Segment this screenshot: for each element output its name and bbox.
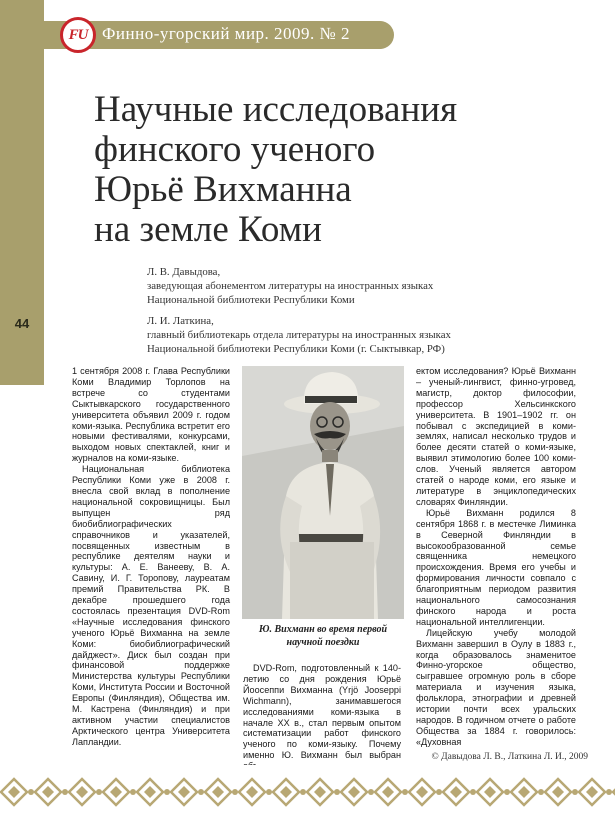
paragraph: Юрьё Вихманн родился 8 сентября 1868 г. в местечке Лиминка в Северной Финляндии в высокообразованной семье священника немецкого происхождения. Время его учебы и формирования личности совпало с благоприятным периодом развития национального самосознания финского народа и роста национальной интеллигенции.	[416, 507, 576, 627]
title-line: Научные исследования	[94, 89, 458, 130]
portrait-photo	[242, 366, 404, 619]
page-number: 44	[14, 316, 30, 331]
ornament-motif	[341, 779, 374, 805]
ornament-motif	[103, 779, 136, 805]
author-name: Л. И. Латкина,	[147, 315, 214, 327]
ornament-motif	[443, 779, 476, 805]
ornament-motif	[171, 779, 204, 805]
author-name: Л. В. Давыдова,	[147, 266, 221, 278]
ornament-motif	[477, 779, 510, 805]
ornament-motif	[137, 779, 170, 805]
journal-title: Финно-угорский мир. 2009. № 2	[102, 24, 351, 43]
ornament-motif	[35, 779, 68, 805]
ornament-motif	[307, 779, 340, 805]
copyright-notice: © Давыдова Л. В., Латкина Л. И., 2009	[431, 752, 588, 762]
title-line: на земле Коми	[94, 209, 322, 250]
fu-logo	[60, 17, 96, 53]
ornament-motif	[579, 779, 612, 805]
author-affiliation: Национальной библиотеки Республики Коми (г. Сыктывкар, РФ)	[147, 343, 445, 355]
author-position: главный библиотекарь отдела литературы на иностранных языках	[147, 329, 451, 341]
ornament-motif	[409, 779, 442, 805]
caption-line: Ю. Вихманн во время первой	[258, 624, 388, 635]
ornament-motif	[545, 779, 578, 805]
paragraph: Национальная библиотека Республики Коми уже в 2008 г. внесла свой вклад в пополнение национальной сокровищницы. Был выпущен ряд биобиблиографических справочников и указателей, посвященных известным в республике деятелям науки и культуры: А. Е. Ванееву, В. А. Савину, И. Г. Торопову, лауреатам премий Правительства РК. В декабре прошедшего года состоялась презентация DVD-Rom «Научные исследования финского ученого Юрьё Вихманна на земле Коми: биобиблиографический дайджест». Диск был создан при финансовой поддержке Министерства культуры Республики Коми, Института России и Восточной Европы (Финляндия), Общества им. М. Кастрена (Финляндия) и при активном участии специалистов Арктического центра Университета Лапландии.	[72, 464, 230, 747]
ornament-pattern	[0, 765, 615, 820]
ornament-motif	[1, 779, 34, 805]
author-position: заведующая абонементом литературы на иностранных языках	[147, 280, 434, 292]
fu-logo-text: FU	[68, 26, 88, 43]
ornament-motif	[205, 779, 238, 805]
ornament-motif	[69, 779, 102, 805]
paragraph: DVD-Rom, подготовленный к 140-летию со дня рождения Юрьё Йоосеппи Вихманна (Yrjö Jooseppi Wichmann), занимавшегося исследованиями коми-языка в начале XX в., стал первым опытом систематизации работ финского ученого по коми-языку. Почему именно Ю. Вихманн был выбран	[243, 663, 401, 761]
text-column-left	[72, 366, 230, 748]
paragraph: Лицейскую учебу молодой Вихманн завершил в Оулу в 1883 г., когда образовалось знаменитое Финно-угорское общество, сыгравшее огромную роль в сборе материала и изучения языка, фольклора, этнографии и древней истории почти всех уральских народов. В годичном отчете о работе Общества за 1884 г. говорилось: «Духовная	[416, 627, 576, 747]
text-column-right	[416, 366, 576, 748]
author-affiliation: Национальной библиотеки Республики Коми	[147, 294, 355, 306]
caption-line: научной поездки	[286, 637, 360, 648]
ornament-motif	[511, 779, 544, 805]
paragraph: ектом исследования? Юрьё Вихманн – ученый-лингвист, финно-угровед, магистр, доктор философии, профессор Хельсинкского университета. В 1901–1902 гг. он побывал с экспедицией в коми-землях, написал несколько трудов и более десяти статей о коми-языке, выявил этимологию более 100 коми-слов. Ученый является автором статей о народе коми, его языке и литературе в энциклопедических словарях Финляндии.	[416, 366, 576, 507]
author-block-latkina	[147, 314, 451, 356]
portrait-illustration	[242, 366, 404, 619]
ornament-motif	[273, 779, 306, 805]
author-block-davydova	[147, 265, 433, 307]
article-title	[94, 90, 574, 250]
title-line: финского ученого	[94, 129, 376, 170]
ornament-motif	[239, 779, 272, 805]
ornament-motif	[375, 779, 408, 805]
photo-caption	[242, 623, 404, 649]
ornament-border	[0, 765, 615, 820]
text-column-middle	[243, 663, 401, 772]
paragraph: 1 сентября 2008 г. Глава Республики Коми Владимир Торлопов на встрече со студентами Сыктывкарского государственного университета объявил 2009 г. годом коми-языка. Республика встретит его новыми фестивалями, конкурсами, выходом новых спектаклей, книг и журналов на коми-языке.	[72, 366, 230, 464]
title-line: Юрьё Вихманна	[94, 169, 352, 210]
